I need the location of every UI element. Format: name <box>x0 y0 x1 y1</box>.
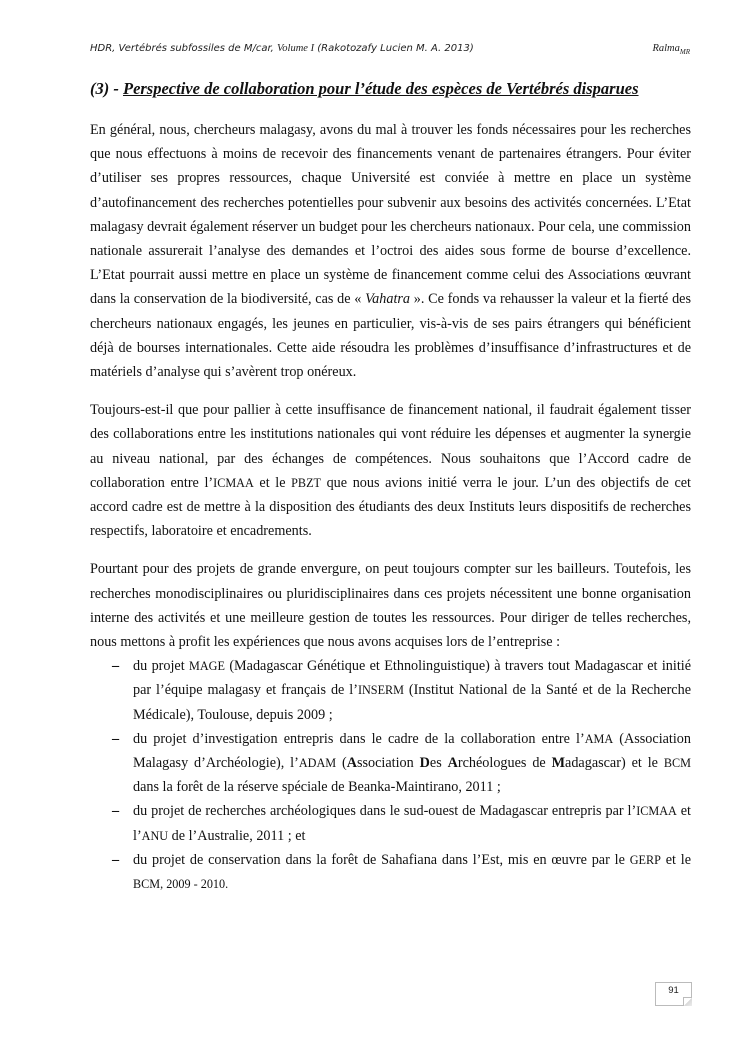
page-fold-corner <box>683 997 692 1006</box>
paragraph-3: Pourtant pour des projets de grande envergure, on peut toujours compter sur les bailleurs. Toutefois, les recherches monodisciplinaires ou pluridisciplinaires dans ces projets nécessitent une bonne organisation interne des activités et une meilleure gestion de toutes les ressources. Pour diriger de telles recherches, nous mettons à profit les expériences que nous avons acquises lors de l’entreprise : <box>90 561 691 651</box>
running-header <box>90 43 690 57</box>
body-text <box>90 118 691 896</box>
list-item: – du projet de recherches archéologiques dans le sud-ouest de Madagascar entrepris par l’ICMAA et l’ANU de l’Australie, 2011 ; et <box>90 799 691 847</box>
paragraph-1: En général, nous, chercheurs malagasy, avons du mal à trouver les fonds nécessaires pour les recherches que nous effectuons à moins de recevoir des financements venant de partenaires étrangers. Pour éviter d’utiliser ses propres ressources, chaque Université est conviée à mettre en place un système d’autofinancement des recherches potentielles pour subvenir aux besoins des activités concernées. L’Etat malagasy devrait également réserver un budget pour les chercheurs nationaux. Pour cela, une commission nationale assurerait l’analyse des demandes et l’octroi des aides sous forme de bourse d’excellence. L’Etat pourrait aussi mettre en place un système de financement comme celui des Associations œuvrant dans la conservation de la biodiversité, cas de « Vahatra ». Ce fonds va rehausser la valeur et la fierté des chercheurs nationaux engagés, les jeunes en particulier, vis-à-vis de ses pairs étrangers qui bénéficient déjà de bourses internationales. Cette aide résoudra les problèmes d’insuffisance d’infrastructures et de matériels d’analyse qui s’avèrent trop onéreux. <box>90 122 691 381</box>
dash-bullet: – <box>112 851 120 868</box>
dash-bullet: – <box>112 730 120 747</box>
dash-bullet: – <box>112 803 120 820</box>
header-left: HDR, Vertébrés subfossiles de M/car, Volume I (Rakotozafy Lucien M. A. 2013) <box>90 43 474 54</box>
list-item: – du projet de conservation dans la forêt de Sahafiana dans l’Est, mis en œuvre par le GERP et le BCM, 2009 - 2010. <box>90 848 691 896</box>
paragraph-2: Toujours-est-il que pour pallier à cette insuffisance de financement national, il faudrait également tisser des collaborations entre les institutions nationales qui vont réduire les dépenses et augmenter la synergie au niveau national, par des échanges de compétences. Nous souhaitons que l’Accord cadre de collaboration entre l’ICMAA et le PBZT que nous avions initié verra le jour. L’un des objectifs de cet accord cadre est de mettre à la disposition des étudiants des deux Instituts leurs dispositifs de recherches respectifs, laboratoire et encadrements. <box>90 402 691 540</box>
section-title <box>90 79 690 99</box>
section-title-text: Perspective de collaboration pour l’étude des espèces de Vertébrés disparues <box>122 79 639 98</box>
vahatra-term: Vahatra <box>365 291 411 308</box>
list-item: – du projet MAGE (Madagascar Génétique et Ethnolinguistique) à travers tout Madagascar et initié par l’équipe malagasy et français de l’INSERM (Institut National de la Santé et de la Recherche Médicale), Toulouse, depuis 2009 ; <box>90 654 691 727</box>
header-right: Ralma$_{MR}$ <box>652 43 690 57</box>
dash-bullet: – <box>112 658 120 675</box>
page-number-box <box>655 982 692 1006</box>
section-number: (3) - <box>90 79 123 98</box>
page-number: 91 <box>668 985 679 996</box>
list-item: – du projet d’investigation entrepris dans le cadre de la collaboration entre l’AMA (Association Malagasy d’Archéologie), l’ADAM (Association Des Archéologues de Madagascar) et le BCM dans la forêt de la réserve spéciale de Beanka-Maintirano, 2011 ; <box>90 727 691 800</box>
project-list <box>90 654 691 896</box>
